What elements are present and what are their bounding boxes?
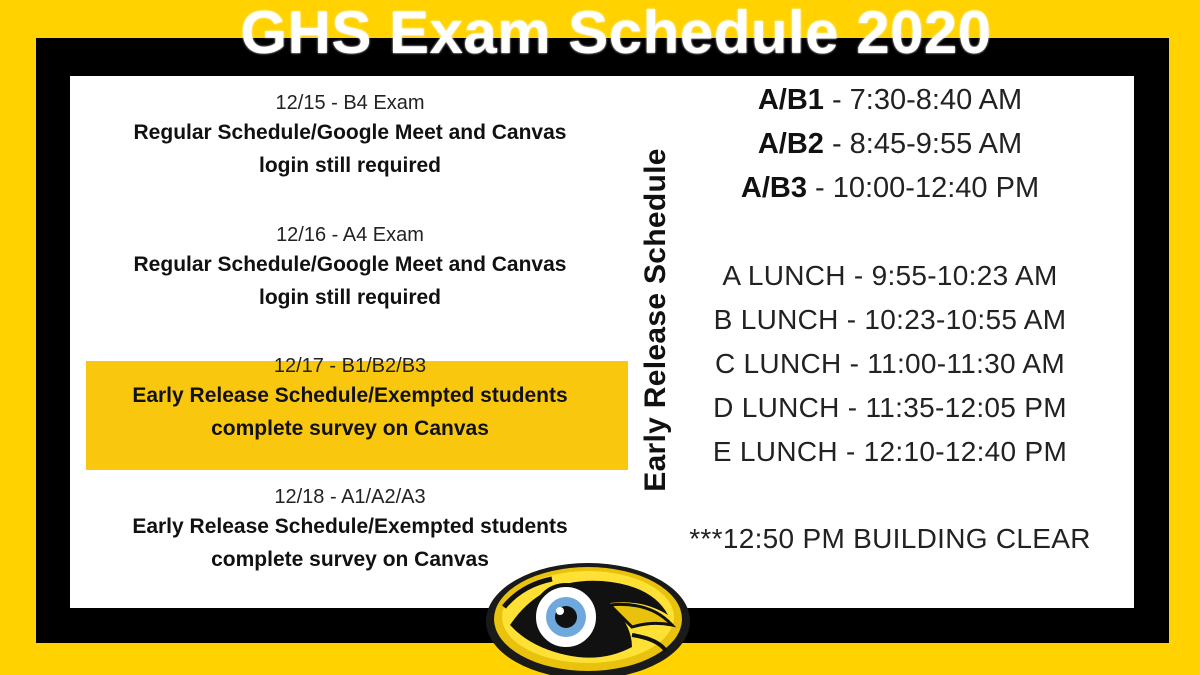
block-row	[660, 166, 1120, 210]
exam-description-line2: complete survey on Canvas	[211, 548, 489, 571]
block-times	[660, 78, 1120, 210]
lunch-times	[660, 254, 1120, 474]
exam-date: 12/17 - B1/B2/B3	[273, 355, 427, 377]
exam-day-1216	[70, 222, 630, 314]
exam-date: 12/16 - A4 Exam	[276, 224, 424, 246]
block-time: - 10:00-12:40 PM	[806, 172, 1040, 204]
block-time: - 8:45-9:55 AM	[823, 128, 1023, 160]
lunch-row: B LUNCH - 10:23-10:55 AM	[713, 304, 1067, 335]
block-name: A/B2	[757, 128, 824, 160]
page-title: GHS Exam Schedule 2020	[240, 0, 992, 66]
block-name: A/B1	[757, 84, 824, 116]
exam-description-line1: Early Release Schedule/Exempted students	[132, 384, 568, 407]
block-row	[660, 122, 1120, 166]
lunch-row: E LUNCH - 12:10-12:40 PM	[712, 436, 1068, 467]
lunch-row: C LUNCH - 11:00-11:30 AM	[714, 348, 1066, 379]
lunch-row: D LUNCH - 11:35-12:05 PM	[713, 392, 1067, 423]
exam-description-line2: login still required	[258, 154, 442, 177]
exam-day-1217	[70, 353, 630, 445]
hornet-mascot-eye-icon	[482, 555, 694, 675]
exam-description-line1: Regular Schedule/Google Meet and Canvas	[133, 121, 567, 144]
building-clear-note: ***12:50 PM BUILDING CLEAR	[689, 523, 1091, 554]
exam-description-line2: complete survey on Canvas	[211, 417, 489, 440]
early-release-heading-text: Early Release Schedule	[639, 148, 672, 492]
block-time: - 7:30-8:40 AM	[823, 84, 1023, 116]
exam-description-line1: Regular Schedule/Google Meet and Canvas	[133, 253, 567, 276]
exam-day-1215	[70, 90, 630, 182]
exam-date: 12/15 - B4 Exam	[275, 92, 425, 114]
exam-date: 12/18 - A1/A2/A3	[274, 486, 426, 508]
block-name: A/B3	[740, 172, 807, 204]
exam-description-line1: Early Release Schedule/Exempted students	[132, 515, 568, 538]
block-row	[660, 78, 1120, 122]
exam-description-line2: login still required	[258, 286, 442, 309]
lunch-row: A LUNCH - 9:55-10:23 AM	[722, 260, 1058, 291]
